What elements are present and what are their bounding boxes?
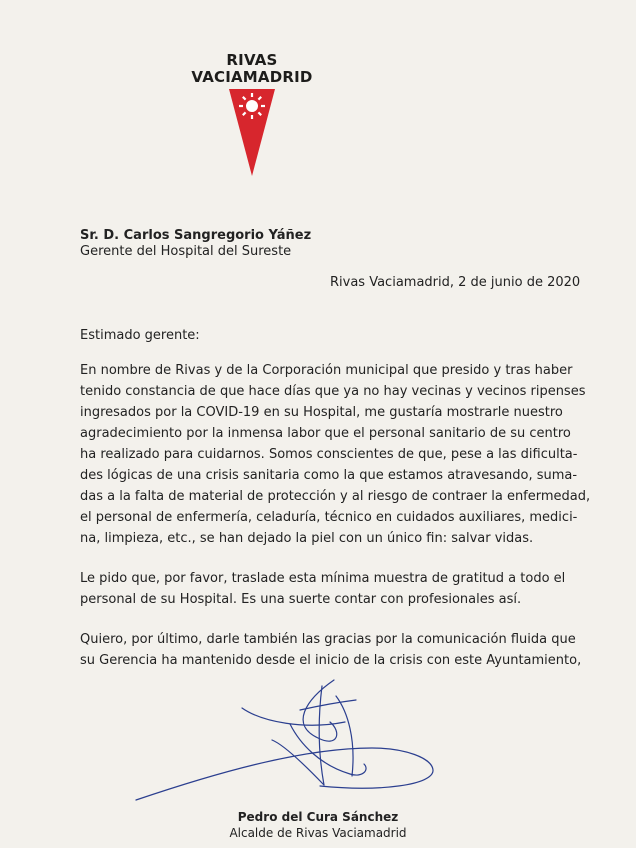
place-date: Rivas Vaciamadrid, 2 de junio de 2020: [330, 275, 581, 290]
paragraph-line: agradecimiento por la inmensa labor que el personal sanitario de su centro: [80, 426, 571, 441]
paragraph-line: das a la falta de material de protección y al riesgo de contraer la enfermedad,: [80, 489, 591, 504]
paragraph-line: ingresados por la COVID-19 en su Hospital, me gustaría mostrarle nuestro: [80, 405, 563, 420]
signatory-role-text: Alcalde de Rivas Vaciamadrid: [229, 826, 407, 840]
paragraph-line: Quiero, por último, darle también las gracias por la comunicación fluida que: [80, 632, 576, 647]
signatory-name: [0, 810, 636, 825]
recipient-title: Gerente del Hospital del Sureste: [80, 244, 292, 259]
paragraph-line: ha realizado para cuidarnos. Somos conscientes de que, pese a las dificulta-: [80, 447, 578, 462]
paragraph-line: na, limpieza, etc., se han dejado la piel con un único fin: salvar vidas.: [80, 531, 534, 546]
signatory-role: [0, 826, 636, 841]
paragraph-line: el personal de enfermería, celaduría, técnico en cuidados auxiliares, medici-: [80, 510, 578, 525]
paragraph-line: des lógicas de una crisis sanitaria como la que estamos atravesando, suma-: [80, 468, 578, 483]
logo-text-rivas: RIVAS: [226, 51, 278, 69]
paragraph-line: tenido constancia de que hace días que ya no hay vecinas y vecinos ripenses: [80, 384, 586, 399]
signatory-name-text: Pedro del Cura Sánchez: [237, 810, 399, 824]
paragraph-line: En nombre de Rivas y de la Corporación municipal que presido y tras haber: [80, 363, 573, 378]
salutation: Estimado gerente:: [80, 328, 200, 343]
paragraph-line: su Gerencia ha mantenido desde el inicio de la crisis con este Ayuntamiento,: [80, 653, 582, 668]
paragraph-line: personal de su Hospital. Es una suerte contar con profesionales así.: [80, 592, 522, 607]
logo-text-vaciamadrid: VACIAMADRID: [191, 68, 313, 86]
paragraph-line: Le pido que, por favor, traslade esta mínima muestra de gratitud a todo el: [80, 571, 566, 586]
recipient-name: Sr. D. Carlos Sangregorio Yáñez: [80, 228, 312, 243]
